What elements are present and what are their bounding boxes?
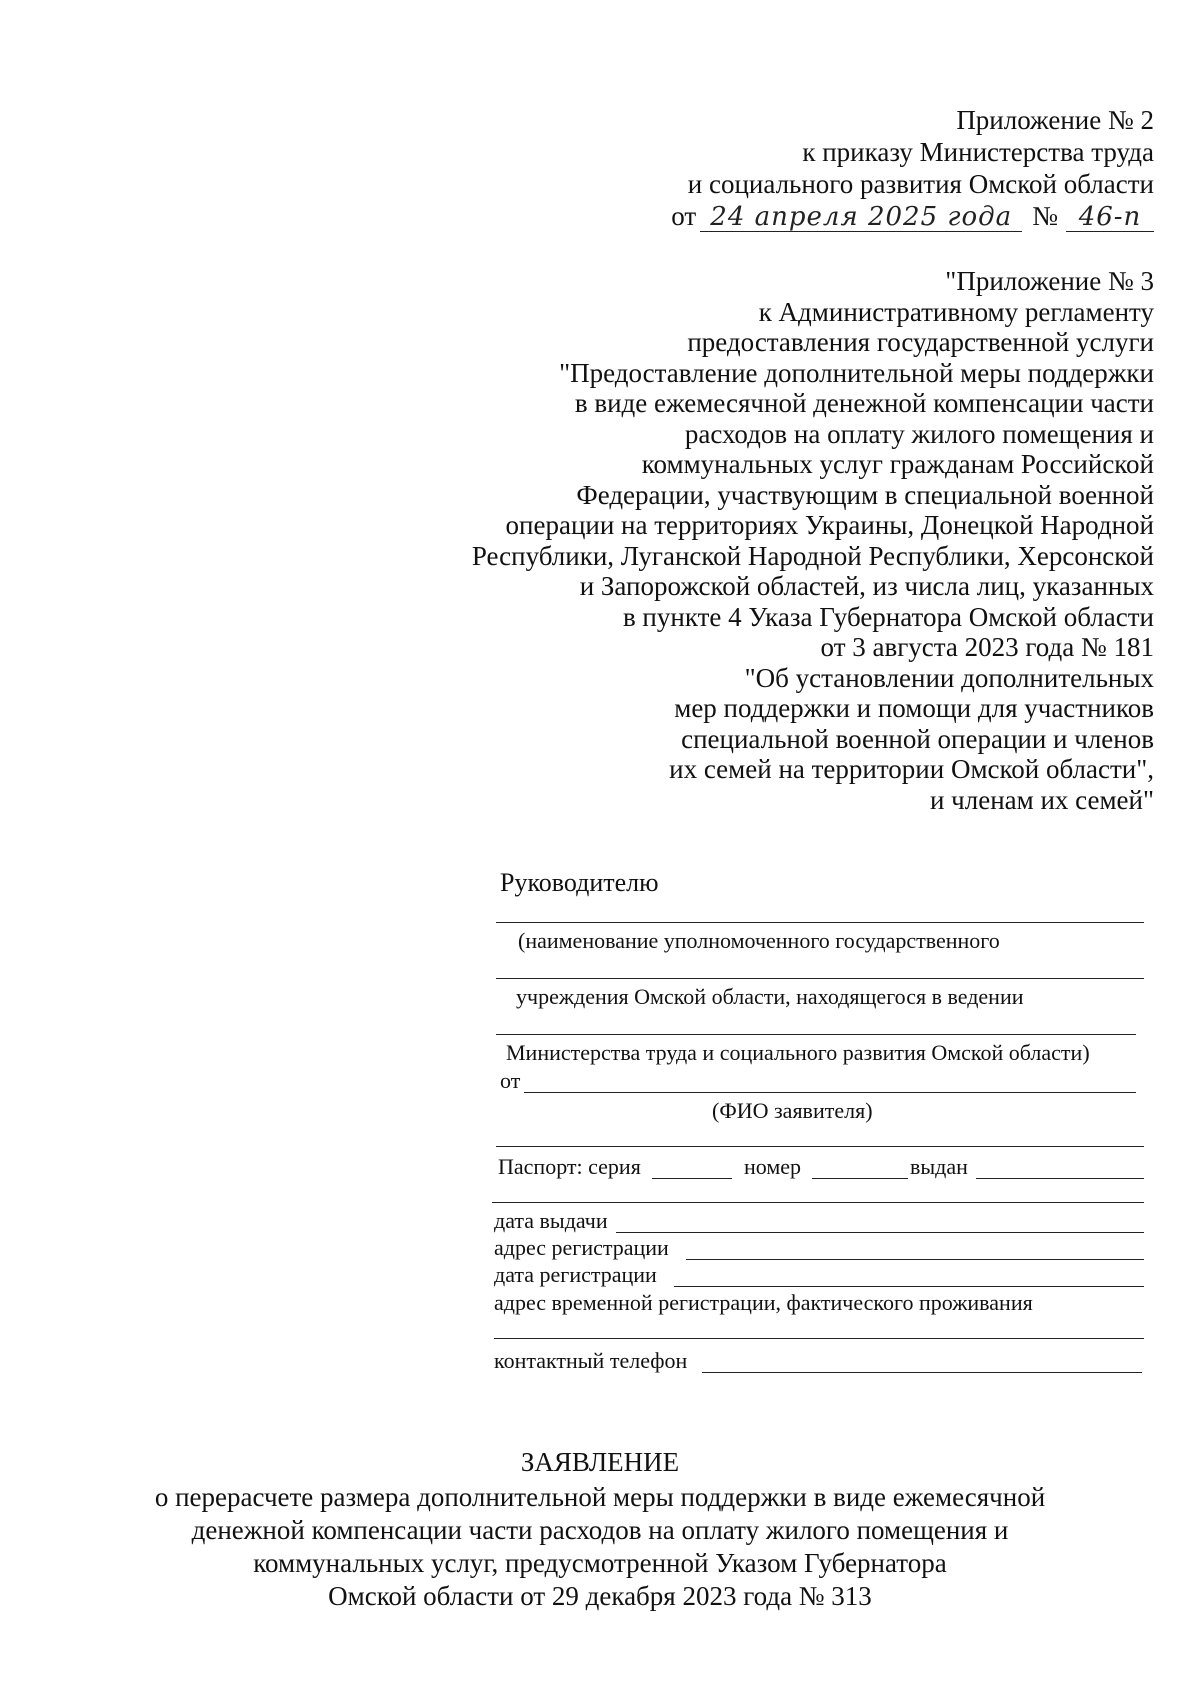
org-hint-1: (наименование уполномоченного государственного (518, 928, 1000, 953)
applicant-form (488, 0, 1154, 1697)
org-hint-3: Министерства труда и социального развития Омской области) (506, 1040, 1090, 1065)
regulation-line: в пункте 4 Указа Губернатора Омской области (622, 601, 1154, 632)
regulation-line: Республики, Луганской Народной Республики, Херсонской (471, 540, 1154, 571)
regulation-line: от 3 августа 2023 года № 181 (820, 632, 1154, 662)
fio-extra-field[interactable] (496, 1146, 1144, 1147)
regulation-line: "Предоставление дополнительной меры поддержки (559, 357, 1154, 388)
regulation-line: их семей на территории Омской области", (669, 754, 1154, 784)
regulation-line: специальной военной операции и членов (681, 723, 1154, 754)
issue-date-field[interactable] (616, 1232, 1144, 1233)
regulation-line: расходов на оплату жилого помещения и (684, 418, 1154, 449)
passport-number-label: номер (744, 1154, 802, 1179)
regulation-line: в виде ежемесячной денежной компенсации части (574, 388, 1154, 418)
appendix-line-3: и социального развития Омской области (687, 169, 1154, 199)
order-no-handwritten: 46-п (1066, 203, 1154, 232)
passport-series-field[interactable] (652, 1178, 732, 1179)
regulation-line: операции на территориях Украины, Донецкой Народной (505, 510, 1154, 540)
regulation-line: Федерации, участвующим в специальной военной (576, 479, 1154, 510)
reg-address-label: адрес регистрации (494, 1235, 669, 1260)
regulation-line: к Административному регламенту (758, 296, 1154, 327)
regulation-line: "Об установлении дополнительных (744, 662, 1154, 693)
org-name-field[interactable] (496, 922, 1144, 923)
passport-series-label: Паспорт: серия (498, 1154, 641, 1179)
regulation-line: мер поддержки и помощи для участников (674, 693, 1154, 723)
statement-line: о перерасчете размера дополнительной меры поддержки в виде ежемесячной (154, 1482, 1046, 1512)
addressee-label: Руководителю (500, 868, 659, 897)
from-label: от (500, 1068, 521, 1093)
reg-date-label: дата регистрации (494, 1262, 657, 1287)
statement-line: Омской области от 29 декабря 2023 года № 313 (328, 1581, 872, 1611)
passport-number-field[interactable] (812, 1178, 908, 1179)
org-hint-2: учреждения Омской области, находящегося в ведении (516, 984, 1024, 1009)
regulation-line: "Приложение № 3 (945, 266, 1154, 296)
reg-address-field[interactable] (686, 1259, 1144, 1260)
statement-line: коммунальных услуг, предусмотренной Указом Губернатора (253, 1548, 947, 1578)
appendix-line-1: Приложение № 2 (956, 105, 1154, 135)
passport-issued-field[interactable] (976, 1178, 1144, 1179)
regulation-line: предоставления государственной услуги (687, 327, 1154, 357)
org-name-field-2[interactable] (496, 978, 1144, 979)
issue-date-label: дата выдачи (494, 1208, 608, 1233)
order-no-label: № (1032, 201, 1058, 231)
regulation-line: и Запорожской областей, из числа лиц, указанных (579, 571, 1154, 601)
statement-title: ЗАЯВЛЕНИЕ (520, 1447, 680, 1477)
passport-issued-extra-field[interactable] (492, 1202, 1144, 1203)
applicant-fio-field[interactable] (524, 1092, 1136, 1093)
phone-label: контактный телефон (494, 1348, 688, 1373)
temp-address-field[interactable] (494, 1338, 1144, 1339)
statement-line: денежной компенсации части расходов на оплату жилого помещения и (191, 1515, 1009, 1545)
regulation-line: и членам их семей" (929, 784, 1154, 815)
appendix-line-2: к приказу Министерства труда (802, 137, 1154, 167)
passport-issued-label: выдан (910, 1154, 968, 1179)
temp-address-label: адрес временной регистрации, фактического проживания (494, 1290, 1033, 1315)
order-prefix: от (671, 201, 697, 231)
org-name-field-3[interactable] (496, 1034, 1136, 1035)
reg-date-field[interactable] (674, 1286, 1144, 1287)
order-date-handwritten: 24 апреля 2025 года (700, 203, 1022, 232)
statement-block (0, 1446, 1200, 1613)
phone-field[interactable] (702, 1372, 1142, 1373)
regulation-line: коммунальных услуг гражданам Российской (641, 449, 1154, 479)
fio-hint: (ФИО заявителя) (712, 1098, 873, 1123)
